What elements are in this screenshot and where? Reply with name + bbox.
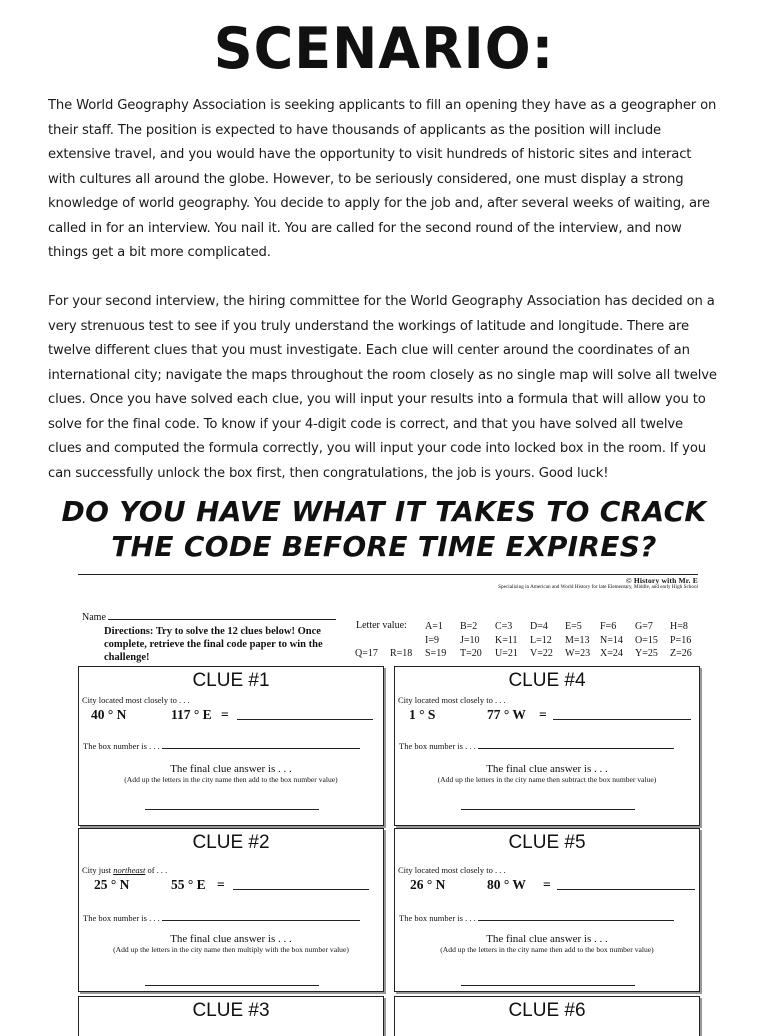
box-number-row	[399, 739, 674, 751]
longitude: 117 ° E	[171, 707, 212, 722]
letter-value: P=16	[670, 634, 692, 646]
equals-sign: =	[221, 707, 229, 722]
scenario-paragraph-1: The World Geography Association is seeking applicants to fill an opening they have as a geographer on their staff. The position is expected to have thousands of applicants as the position will include extensive travel, and you would have the opportunity to visit hundreds of historic sites and interact with cultures all around the globe. However, to be seriously considered, one must display a strong knowledge of world geography. You decide to apply for the job and, after several weeks of waiting, are called in for an interview. You nail it. You are called for the second round of the interview, and now things get a bit more complicated.	[48, 98, 717, 260]
scenario-text	[48, 94, 720, 486]
clue-title: CLUE #6	[508, 1000, 586, 1021]
letter-value: E=5	[565, 621, 582, 632]
clue-intro: City located most closely to . . .	[398, 695, 506, 705]
final-answer-field[interactable]	[461, 985, 635, 986]
clue-card-2	[78, 828, 384, 992]
clue-intro-text: of . . .	[145, 865, 168, 875]
box-number-label: The box number is . . .	[83, 741, 160, 751]
equals-sign: =	[543, 877, 551, 892]
letter-value: T=20	[460, 648, 482, 659]
box-number-field[interactable]	[162, 911, 360, 921]
final-answer-field[interactable]	[145, 985, 319, 986]
page-title: SCENARIO:	[213, 15, 555, 82]
final-answer-label: The final clue answer is . . .	[170, 763, 292, 775]
latitude: 25 ° N	[94, 877, 130, 892]
letter-value: X=24	[600, 648, 623, 659]
final-answer-hint: (Add up the letters in the city name then add to the box number value)	[124, 775, 338, 784]
final-answer-hint: (Add up the letters in the city name then add to the box number value)	[440, 945, 654, 954]
final-answer-label: The final clue answer is . . .	[486, 763, 608, 775]
headline-line-2: THE CODE BEFORE TIME EXPIRES?	[111, 530, 657, 563]
clue-intro: City located most closely to . . .	[82, 695, 190, 705]
letter-value: C=3	[495, 621, 513, 632]
scenario-paragraph-2: For your second interview, the hiring committee for the World Geography Association has decided on a very strenuous test to see if you truly understand the workings of latitude and longitude. There are twelve different clues that you must investigate. Each clue will center around the coordinates of an international city; navigate the maps throughout the room closely as no single map will solve all twelve clues. Once you have solved each clue, you will input your results into a formula that will allow you to solve for the final code. To know if your 4-digit code is correct, and that you have solved all twelve clues and computed the formula correctly, you will input your code into locked box in the room. If you can successfully unlock the box first, then congratulations, the job is yours. Good luck!	[48, 294, 717, 481]
clue-title: CLUE #1	[192, 670, 270, 691]
letter-value: K=11	[495, 634, 518, 646]
name-row	[82, 611, 336, 623]
letter-value: O=15	[635, 634, 658, 646]
equals-sign: =	[539, 707, 547, 722]
letter-value: F=6	[600, 621, 617, 632]
letter-value: L=12	[530, 634, 552, 646]
clue-card-6	[394, 996, 700, 1036]
letter-value: W=23	[565, 648, 591, 659]
box-number-row	[399, 911, 674, 923]
letter-value: N=14	[600, 634, 623, 646]
worksheet-divider	[78, 574, 698, 575]
name-field[interactable]	[108, 611, 336, 620]
letter-value: M=13	[565, 634, 590, 646]
clue-title: CLUE #5	[508, 832, 586, 853]
letter-value: Y=25	[635, 648, 658, 659]
letter-value: R=18	[390, 648, 413, 659]
box-number-field[interactable]	[478, 911, 674, 921]
letter-value-label: Letter value:	[356, 620, 407, 631]
letter-value: S=19	[425, 648, 447, 659]
directions-text: Directions: Try to solve the 12 clues below! Once complete, retrieve the final code paper to win the challenge!	[104, 626, 323, 663]
letter-value: D=4	[530, 621, 548, 632]
equals-sign: =	[217, 877, 225, 892]
final-answer-field[interactable]	[145, 809, 319, 810]
letter-value: U=21	[495, 648, 518, 659]
name-label: Name	[82, 612, 106, 623]
letter-value: G=7	[635, 621, 653, 632]
letter-value: Z=26	[670, 648, 692, 659]
clue-intro	[82, 865, 167, 875]
longitude: 77 ° W	[487, 707, 526, 722]
clue-intro: City located most closely to . . .	[398, 865, 506, 875]
box-number-field[interactable]	[478, 739, 674, 749]
clue-card-1	[78, 666, 384, 826]
box-number-label: The box number is . . .	[399, 741, 476, 751]
clue-card-3	[78, 996, 384, 1036]
clue-card-4	[394, 666, 700, 826]
final-answer-label: The final clue answer is . . .	[170, 933, 292, 945]
latitude: 26 ° N	[410, 877, 446, 892]
longitude: 80 ° W	[487, 877, 526, 892]
clue-title: CLUE #2	[192, 832, 270, 853]
box-number-label: The box number is . . .	[83, 913, 160, 923]
latitude: 40 ° N	[91, 707, 127, 722]
clue-card-5	[394, 828, 700, 992]
box-number-row	[83, 911, 360, 923]
final-answer-hint: (Add up the letters in the city name then subtract the box number value)	[437, 775, 657, 784]
box-number-row	[83, 739, 360, 751]
clue-intro-text: City just	[82, 865, 114, 875]
clue-title: CLUE #3	[192, 1000, 270, 1021]
letter-value: H=8	[670, 621, 688, 632]
box-number-field[interactable]	[162, 739, 360, 749]
letter-value: A=1	[425, 621, 443, 632]
challenge-headline	[40, 494, 728, 564]
letter-value: V=22	[530, 648, 553, 659]
latitude: 1 ° S	[409, 707, 436, 722]
final-answer-label: The final clue answer is . . .	[486, 933, 608, 945]
final-answer-field[interactable]	[461, 809, 635, 810]
clue-title: CLUE #4	[508, 670, 586, 691]
letter-value: J=10	[460, 634, 480, 646]
headline-line-1: DO YOU HAVE WHAT IT TAKES TO CRACK	[61, 495, 707, 528]
longitude: 55 ° E	[171, 877, 206, 892]
credit-subtext: Specializing in American and World History for late Elementary, Middle, and early High School	[498, 584, 698, 590]
letter-value: Q=17	[355, 648, 378, 659]
letter-value: I=9	[425, 634, 439, 646]
clue-intro-direction: northeast	[113, 865, 146, 875]
letter-value: B=2	[460, 621, 478, 632]
final-answer-hint: (Add up the letters in the city name then multiply with the box number value)	[113, 945, 349, 954]
box-number-label: The box number is . . .	[399, 913, 476, 923]
credit-text: © History with Mr. E	[625, 576, 698, 585]
